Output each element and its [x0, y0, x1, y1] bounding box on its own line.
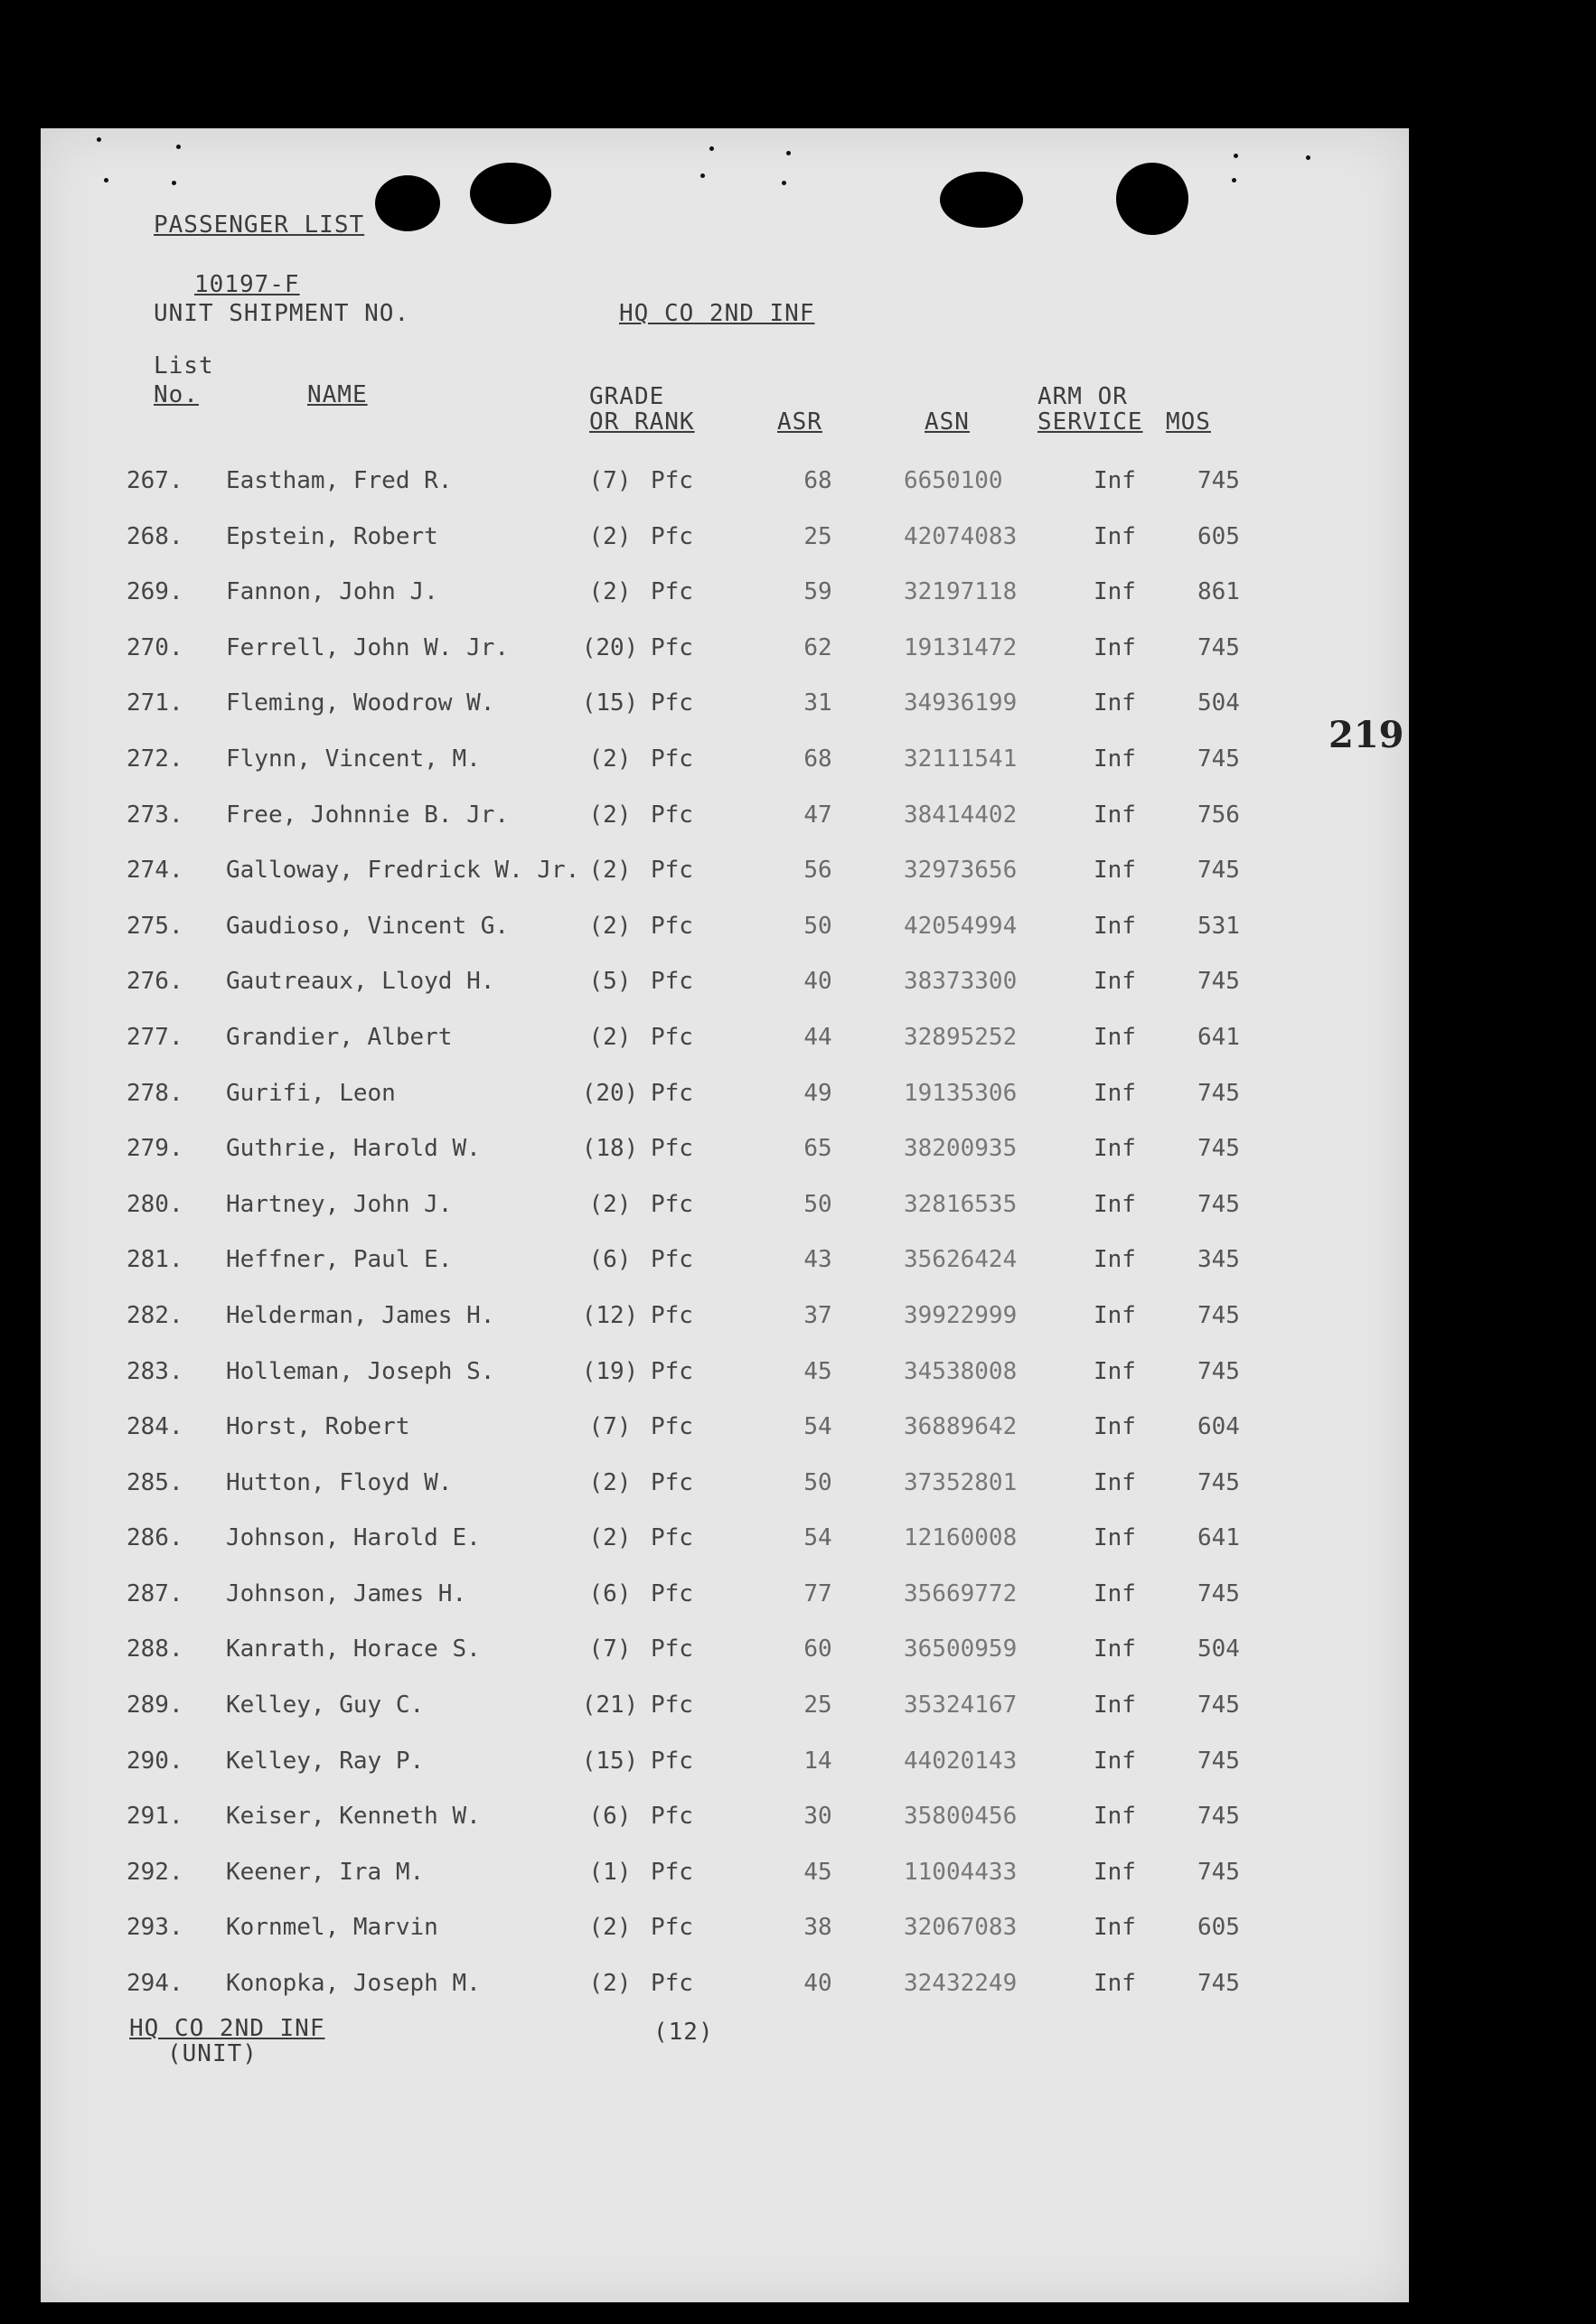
cell-asr: 40 [803, 1970, 832, 1998]
cell-code: (2) [588, 912, 632, 940]
table-row [127, 451, 1301, 507]
cell-asn: 35626424 [904, 1246, 1018, 1274]
cell-asr: 38 [803, 1914, 832, 1942]
table-row [127, 1786, 1301, 1842]
cell-arm: Inf [1094, 1858, 1136, 1886]
cell-asr: 56 [803, 857, 832, 885]
punch-hole [1116, 163, 1188, 235]
cell-mos: 745 [1197, 1803, 1240, 1831]
cell-name: Galloway, Fredrick W. Jr. [226, 857, 580, 885]
cell-code: (2) [588, 1190, 632, 1218]
cell-name: Holleman, Joseph S. [226, 1357, 495, 1385]
cell-asn: 6650100 [904, 467, 1003, 494]
cell-grade: Pfc [651, 1468, 693, 1496]
cell-mos: 531 [1197, 912, 1240, 940]
cell-mos: 604 [1197, 1413, 1240, 1441]
cell-code: (6) [588, 1803, 632, 1831]
cell-asn: 42074083 [904, 522, 1018, 550]
column-header-list-no: List [154, 352, 214, 380]
table-row [127, 1898, 1301, 1954]
column-header-grade: GRADE [589, 383, 665, 410]
cell-name: Fleming, Woodrow W. [226, 689, 495, 717]
cell-grade: Pfc [651, 1357, 693, 1385]
cell-asn: 32816535 [904, 1190, 1018, 1218]
cell-asn: 32895252 [904, 1023, 1018, 1051]
cell-arm: Inf [1094, 1357, 1136, 1385]
cell-asn: 36500959 [904, 1635, 1018, 1663]
cell-asr: 37 [803, 1301, 832, 1329]
cell-name: Eastham, Fred R. [226, 467, 453, 494]
cell-asn: 42054994 [904, 912, 1018, 940]
cell-no: 282. [127, 1301, 183, 1329]
cell-code: (7) [588, 467, 632, 494]
cell-code: (12) [581, 1301, 639, 1329]
cell-asr: 60 [803, 1635, 832, 1663]
table-row [127, 1954, 1301, 2010]
cell-no: 287. [127, 1579, 183, 1607]
column-header-mos: MOS [1166, 408, 1211, 436]
column-header-asr: ASR [777, 408, 822, 436]
cell-name: Kelley, Guy C. [226, 1691, 425, 1720]
cell-arm: Inf [1094, 467, 1136, 494]
cell-no: 276. [127, 968, 183, 996]
cell-code: (2) [588, 1914, 632, 1942]
cell-name: Grandier, Albert [226, 1023, 453, 1051]
cell-asr: 49 [803, 1079, 832, 1107]
table-row [127, 1230, 1301, 1286]
table-row [127, 1619, 1301, 1675]
cell-no: 278. [127, 1079, 183, 1107]
cell-asr: 40 [803, 968, 832, 996]
column-header-arm: ARM OR [1037, 383, 1128, 410]
cell-arm: Inf [1094, 578, 1136, 606]
cell-mos: 745 [1197, 1301, 1240, 1329]
table-row [127, 1508, 1301, 1564]
table-row [127, 896, 1301, 952]
cell-no: 277. [127, 1023, 183, 1051]
cell-arm: Inf [1094, 522, 1136, 550]
cell-grade: Pfc [651, 968, 693, 996]
table-row [127, 840, 1301, 896]
cell-grade: Pfc [651, 633, 693, 661]
cell-grade: Pfc [651, 801, 693, 829]
cell-asr: 68 [803, 467, 832, 494]
cell-no: 288. [127, 1635, 183, 1663]
cell-name: Kanrath, Horace S. [226, 1635, 481, 1663]
cell-grade: Pfc [651, 1524, 693, 1552]
cell-no: 272. [127, 745, 183, 773]
table-row [127, 1064, 1301, 1120]
cell-grade: Pfc [651, 1579, 693, 1607]
cell-code: (2) [588, 745, 632, 773]
passenger-table [127, 451, 1301, 2010]
cell-asn: 39922999 [904, 1301, 1018, 1329]
cell-code: (21) [581, 1691, 639, 1720]
cell-mos: 504 [1197, 1635, 1240, 1663]
cell-code: (6) [588, 1246, 632, 1274]
cell-grade: Pfc [651, 1914, 693, 1942]
cell-no: 285. [127, 1468, 183, 1496]
cell-mos: 345 [1197, 1246, 1240, 1274]
cell-arm: Inf [1094, 1413, 1136, 1441]
cell-name: Konopka, Joseph M. [226, 1970, 481, 1998]
cell-mos: 605 [1197, 1914, 1240, 1942]
cell-mos: 504 [1197, 689, 1240, 717]
table-row [127, 673, 1301, 729]
cell-name: Free, Johnnie B. Jr. [226, 801, 510, 829]
unit-name: HQ CO 2ND INF [619, 300, 815, 327]
cell-code: (2) [588, 1970, 632, 1998]
table-row [127, 729, 1301, 785]
table-row [127, 951, 1301, 1007]
cell-no: 283. [127, 1357, 183, 1385]
table-row [127, 785, 1301, 841]
cell-name: Keiser, Kenneth W. [226, 1803, 481, 1831]
cell-arm: Inf [1094, 745, 1136, 773]
cell-arm: Inf [1094, 1914, 1136, 1942]
cell-asr: 50 [803, 1468, 832, 1496]
table-row [127, 618, 1301, 674]
cell-arm: Inf [1094, 857, 1136, 885]
cell-arm: Inf [1094, 801, 1136, 829]
table-row [127, 1842, 1301, 1898]
cell-name: Ferrell, John W. Jr. [226, 633, 510, 661]
cell-name: Horst, Robert [226, 1413, 410, 1441]
cell-asr: 50 [803, 912, 832, 940]
cell-grade: Pfc [651, 912, 693, 940]
column-header-asn: ASN [925, 408, 970, 436]
table-row [127, 507, 1301, 563]
cell-name: Helderman, James H. [226, 1301, 495, 1329]
punch-hole [470, 163, 551, 224]
cell-code: (2) [588, 1524, 632, 1552]
footer-unit: HQ CO 2ND INF [129, 2015, 325, 2042]
cell-asr: 14 [803, 1747, 832, 1775]
cell-mos: 641 [1197, 1524, 1240, 1552]
cell-name: Epstein, Robert [226, 522, 438, 550]
cell-asr: 54 [803, 1413, 832, 1441]
cell-mos: 745 [1197, 968, 1240, 996]
cell-mos: 745 [1197, 1858, 1240, 1886]
cell-no: 270. [127, 633, 183, 661]
cell-no: 273. [127, 801, 183, 829]
cell-mos: 756 [1197, 801, 1240, 829]
cell-asr: 62 [803, 633, 832, 661]
cell-asn: 19135306 [904, 1079, 1018, 1107]
cell-name: Gurifi, Leon [226, 1079, 396, 1107]
table-row [127, 1286, 1301, 1342]
cell-code: (2) [588, 1023, 632, 1051]
cell-no: 267. [127, 467, 183, 494]
cell-asr: 25 [803, 522, 832, 550]
cell-mos: 745 [1197, 1468, 1240, 1496]
cell-asr: 65 [803, 1135, 832, 1163]
cell-arm: Inf [1094, 1135, 1136, 1163]
cell-asr: 25 [803, 1691, 832, 1720]
cell-code: (15) [581, 1747, 639, 1775]
cell-asn: 19131472 [904, 633, 1018, 661]
cell-mos: 745 [1197, 1579, 1240, 1607]
table-row [127, 1675, 1301, 1731]
cell-grade: Pfc [651, 1803, 693, 1831]
cell-no: 291. [127, 1803, 183, 1831]
cell-name: Kelley, Ray P. [226, 1747, 425, 1775]
cell-name: Kornmel, Marvin [226, 1914, 438, 1942]
cell-arm: Inf [1094, 1970, 1136, 1998]
cell-code: (18) [581, 1135, 639, 1163]
cell-no: 284. [127, 1413, 183, 1441]
cell-arm: Inf [1094, 1079, 1136, 1107]
cell-arm: Inf [1094, 1803, 1136, 1831]
cell-no: 286. [127, 1524, 183, 1552]
cell-code: (2) [588, 801, 632, 829]
cell-arm: Inf [1094, 1023, 1136, 1051]
cell-grade: Pfc [651, 1079, 693, 1107]
footer-unit-caption: (UNIT) [167, 2040, 258, 2067]
column-header-grade-2: OR RANK [589, 408, 695, 436]
cell-arm: Inf [1094, 1468, 1136, 1496]
cell-no: 269. [127, 578, 183, 606]
shipment-number: 10197-F [194, 271, 300, 298]
cell-asr: 59 [803, 578, 832, 606]
cell-asr: 54 [803, 1524, 832, 1552]
cell-no: 293. [127, 1914, 183, 1942]
cell-code: (2) [588, 857, 632, 885]
cell-name: Gaudioso, Vincent G. [226, 912, 510, 940]
cell-arm: Inf [1094, 1747, 1136, 1775]
cell-mos: 745 [1197, 1190, 1240, 1218]
page-stamp-number: 219 [1328, 714, 1404, 756]
cell-asr: 50 [803, 1190, 832, 1218]
cell-no: 268. [127, 522, 183, 550]
cell-mos: 641 [1197, 1023, 1240, 1051]
cell-code: (2) [588, 522, 632, 550]
cell-arm: Inf [1094, 1691, 1136, 1720]
cell-mos: 745 [1197, 467, 1240, 494]
cell-code: (7) [588, 1635, 632, 1663]
cell-asn: 38373300 [904, 968, 1018, 996]
cell-grade: Pfc [651, 1691, 693, 1720]
cell-asn: 32067083 [904, 1914, 1018, 1942]
cell-name: Fannon, John J. [226, 578, 438, 606]
cell-no: 289. [127, 1691, 183, 1720]
cell-code: (2) [588, 1468, 632, 1496]
footer-page-code: (12) [653, 2019, 714, 2046]
cell-grade: Pfc [651, 1135, 693, 1163]
cell-asn: 12160008 [904, 1524, 1018, 1552]
cell-asn: 32111541 [904, 745, 1018, 773]
page-title: PASSENGER LIST [154, 211, 365, 239]
cell-arm: Inf [1094, 912, 1136, 940]
cell-asn: 37352801 [904, 1468, 1018, 1496]
cell-arm: Inf [1094, 689, 1136, 717]
cell-mos: 745 [1197, 1691, 1240, 1720]
cell-code: (7) [588, 1413, 632, 1441]
cell-grade: Pfc [651, 1301, 693, 1329]
cell-grade: Pfc [651, 1858, 693, 1886]
cell-arm: Inf [1094, 1190, 1136, 1218]
cell-arm: Inf [1094, 968, 1136, 996]
cell-asn: 35669772 [904, 1579, 1018, 1607]
column-header-list-no-2: No. [154, 381, 199, 408]
cell-name: Gautreaux, Lloyd H. [226, 968, 495, 996]
cell-code: (20) [581, 633, 639, 661]
cell-mos: 745 [1197, 745, 1240, 773]
cell-asn: 34936199 [904, 689, 1018, 717]
cell-asr: 68 [803, 745, 832, 773]
cell-asr: 45 [803, 1858, 832, 1886]
cell-grade: Pfc [651, 745, 693, 773]
cell-code: (15) [581, 689, 639, 717]
cell-grade: Pfc [651, 689, 693, 717]
cell-grade: Pfc [651, 467, 693, 494]
cell-asr: 44 [803, 1023, 832, 1051]
table-row [127, 1453, 1301, 1509]
cell-arm: Inf [1094, 633, 1136, 661]
cell-asn: 32432249 [904, 1970, 1018, 1998]
table-row [127, 1119, 1301, 1175]
cell-name: Flynn, Vincent, M. [226, 745, 481, 773]
table-row [127, 1175, 1301, 1231]
cell-grade: Pfc [651, 1970, 693, 1998]
cell-mos: 745 [1197, 1079, 1240, 1107]
cell-asn: 32973656 [904, 857, 1018, 885]
table-row [127, 1564, 1301, 1620]
cell-no: 275. [127, 912, 183, 940]
cell-name: Heffner, Paul E. [226, 1246, 453, 1274]
cell-grade: Pfc [651, 1190, 693, 1218]
cell-code: (6) [588, 1579, 632, 1607]
cell-mos: 745 [1197, 1747, 1240, 1775]
cell-name: Hutton, Floyd W. [226, 1468, 453, 1496]
table-row [127, 1342, 1301, 1398]
cell-mos: 745 [1197, 633, 1240, 661]
cell-no: 290. [127, 1747, 183, 1775]
column-header-name: NAME [307, 381, 368, 408]
cell-asr: 30 [803, 1803, 832, 1831]
cell-arm: Inf [1094, 1301, 1136, 1329]
cell-asn: 35800456 [904, 1803, 1018, 1831]
cell-grade: Pfc [651, 1246, 693, 1274]
punch-hole [375, 175, 440, 231]
cell-asn: 36889642 [904, 1413, 1018, 1441]
cell-arm: Inf [1094, 1524, 1136, 1552]
cell-mos: 745 [1197, 1970, 1240, 1998]
table-row [127, 1731, 1301, 1787]
cell-arm: Inf [1094, 1635, 1136, 1663]
cell-name: Johnson, James H. [226, 1579, 467, 1607]
cell-arm: Inf [1094, 1579, 1136, 1607]
cell-grade: Pfc [651, 857, 693, 885]
cell-asr: 45 [803, 1357, 832, 1385]
cell-asn: 35324167 [904, 1691, 1018, 1720]
document-page [41, 128, 1409, 2302]
cell-mos: 745 [1197, 857, 1240, 885]
cell-name: Keener, Ira M. [226, 1858, 425, 1886]
cell-grade: Pfc [651, 522, 693, 550]
cell-grade: Pfc [651, 1635, 693, 1663]
table-row [127, 1007, 1301, 1064]
cell-asn: 44020143 [904, 1747, 1018, 1775]
cell-arm: Inf [1094, 1246, 1136, 1274]
cell-no: 280. [127, 1190, 183, 1218]
punch-hole [940, 172, 1023, 228]
cell-mos: 861 [1197, 578, 1240, 606]
column-header-arm-2: SERVICE [1037, 408, 1143, 436]
cell-grade: Pfc [651, 1413, 693, 1441]
cell-code: (2) [588, 578, 632, 606]
cell-mos: 605 [1197, 522, 1240, 550]
cell-asr: 47 [803, 801, 832, 829]
cell-asn: 11004433 [904, 1858, 1018, 1886]
cell-name: Hartney, John J. [226, 1190, 453, 1218]
cell-asn: 34538008 [904, 1357, 1018, 1385]
cell-name: Guthrie, Harold W. [226, 1135, 481, 1163]
cell-asn: 38200935 [904, 1135, 1018, 1163]
cell-asr: 31 [803, 689, 832, 717]
cell-grade: Pfc [651, 1023, 693, 1051]
cell-grade: Pfc [651, 578, 693, 606]
cell-no: 294. [127, 1970, 183, 1998]
cell-asr: 43 [803, 1246, 832, 1274]
cell-no: 292. [127, 1858, 183, 1886]
cell-no: 279. [127, 1135, 183, 1163]
cell-mos: 745 [1197, 1135, 1240, 1163]
cell-no: 271. [127, 689, 183, 717]
cell-code: (1) [588, 1858, 632, 1886]
table-row [127, 1397, 1301, 1453]
cell-grade: Pfc [651, 1747, 693, 1775]
cell-asn: 38414402 [904, 801, 1018, 829]
shipment-label: UNIT SHIPMENT NO. [154, 300, 410, 327]
cell-no: 281. [127, 1246, 183, 1274]
cell-asn: 32197118 [904, 578, 1018, 606]
cell-code: (20) [581, 1079, 639, 1107]
cell-code: (5) [588, 968, 632, 996]
cell-asr: 77 [803, 1579, 832, 1607]
table-row [127, 562, 1301, 618]
cell-mos: 745 [1197, 1357, 1240, 1385]
cell-no: 274. [127, 857, 183, 885]
cell-name: Johnson, Harold E. [226, 1524, 481, 1552]
cell-code: (19) [581, 1357, 639, 1385]
